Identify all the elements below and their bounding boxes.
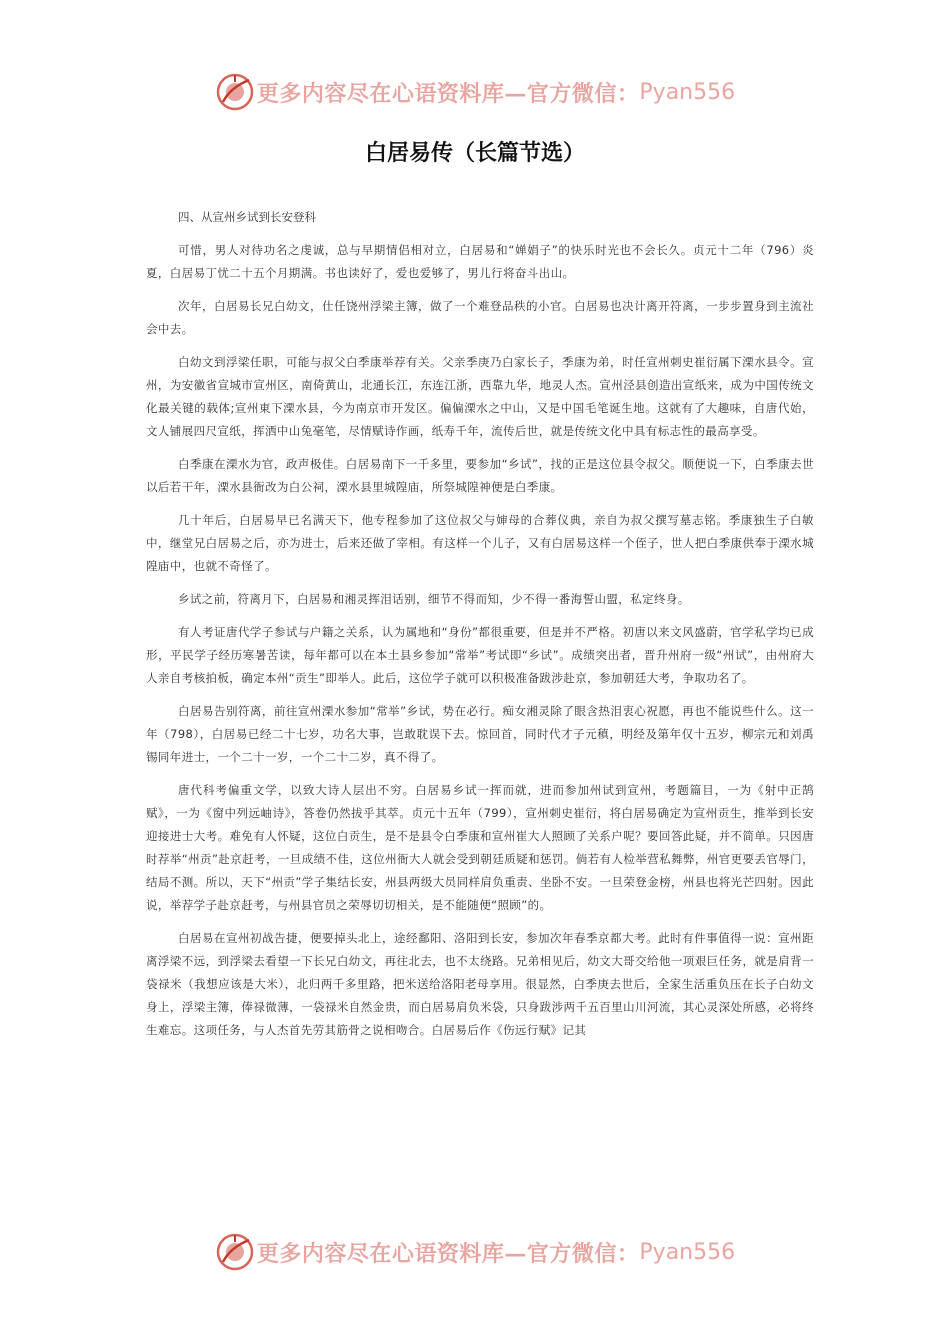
document-title: 白居易传（长篇节选） [364, 141, 585, 166]
paragraph-10: 白居易在宣州初战告捷，便要掉头北上，途经鄱阳、洛阳到长安，参加次年春季京都大考。此时有件事值得一说：宣州距离浮梁不远，到浮梁去看望一下长兄白幼文，再往北去，也不太绕路。兄弟相见后，幼文大哥交给他一项艰巨任务，就是肩背一袋禄米（我想应该是大米），北归两千多里路，把米送给洛阳老母享用。很显然，白季庚去世后，全家生活重负压在长子白幼文身上，浮梁主簿，俸禄微薄，一袋禄米自然金贵，而白居易肩负米袋，只身跋涉两千五百里山川河流，其心灵深处所感，必将终生难忘。这项任务，与人杰首先劳其筋骨之说相吻合。白居易后作《伤远行赋》记其 [146, 931, 814, 1037]
paragraph-2: 次年，白居易长兄白幼文，仕任饶州浮梁主簿，做了一个难登品秩的小官。白居易也决计离开符离，一步步置身到主流社会中去。 [146, 299, 814, 336]
paragraph-8: 白居易告别符离，前往宣州溧水参加“常举”乡试，势在必行。痴女湘灵除了眼含热泪衷心祝愿，再也不能说些什么。这一年（798），白居易已经二十七岁，功名大事，岂敢耽误下去。惊回首，同时代才子元稹，明经及第年仅十五岁，柳宗元和刘禹锡同年进士，一个二十一岁，一个二十二岁，真不得了。 [146, 704, 814, 764]
banner-wechat-id: Pyan556 [639, 1239, 736, 1265]
footer-watermark-banner [0, 1230, 950, 1274]
paragraph-4: 白季康在溧水为官，政声极佳。白居易南下一千多里，要参加“乡试”，找的正是这位县令叔父。顺便说一下，白季康去世以后若干年，溧水县衙改为白公祠，溧水县里城隍庙，所祭城隍神便是白季康。 [146, 457, 814, 494]
paragraph-9: 唐代科考偏重文学，以致大诗人层出不穷。白居易乡试一挥而就，进而参加州试到宣州，考题篇目，一为《射中正鹄赋》，一为《窗中列远岫诗》，答卷仍然拔乎其萃。贞元十五年（799），宣州刺史崔衍，将白居易确定为宣州贡生，推举到长安迎接进士大考。难免有人怀疑，这位白贡生，是不是县令白季康和宣州崔大人照顾了关系户呢？要回答此疑，并不简单。只因唐时荐举“州贡”赴京赶考，一旦成绩不佳，这位州衙大人就会受到朝廷质疑和惩罚。倘若有人检举营私舞弊，州官更要丢官辱门，结局不测。所以，天下“州贡”学子集结长安，州县两级大员同样肩负重责、坐卧不安。一旦荣登金榜，州县也将光芒四射。因此说，举荐学子赴京赶考，与州县官员之荣辱切切相关，是不能随便“照顾”的。 [146, 783, 814, 912]
paragraph-6: 乡试之前，符离月下，白居易和湘灵挥泪话别，细节不得而知，少不得一番海誓山盟，私定终身。 [178, 592, 690, 606]
paragraph-1: 可惜，男人对待功名之虔诚，总与早期情侣相对立，白居易和“婵娟子”的快乐时光也不会长久。贞元十二年（796）炎夏，白居易丁忧二十五个月期满。书也读好了，爱也爱够了，男儿行将奋斗出山。 [146, 243, 814, 280]
brand-logo-icon [215, 1232, 255, 1272]
banner-text: 更多内容尽在心语资料库—官方微信： [256, 80, 640, 107]
brand-logo-icon [215, 72, 255, 112]
header-watermark-banner [0, 70, 950, 114]
document-body [146, 206, 814, 1052]
paragraph-3: 白幼文到浮梁任职，可能与叔父白季康举荐有关。父亲季庚乃白家长子，季康为弟，时任宣州刺史崔衍属下溧水县令。宣州，为安徽省宣城市宣州区，南倚黄山，北通长江，东连江浙，西靠九华，地灵人杰。宣州泾县创造出宣纸来，成为中国传统文化最关键的载体;宣州東下溧水县，今为南京市开发区。偏偏溧水之中山，又是中国毛笔诞生地。这就有了大趣味，自唐代始，文人铺展四尺宣纸，挥洒中山兔毫笔，尽情赋诗作画，纸寿千年，流传后世，就是传统文化中具有标志性的最高享受。 [146, 355, 814, 438]
paragraph-7: 有人考证唐代学子参试与户籍之关系，认为属地和“身份”都很重要，但是并不严格。初唐以来文风盛蔚，官学私学均已成形，平民学子经历寒暑苦读，每年都可以在本土县乡参加“常举”考试即“乡试”。成绩突出者，晋升州府一级“州试”，由州府大人亲自考核拍板，确定本州“贡生”即举人。此后，这位学子就可以积极准备跋涉赴京，参加朝廷大考，争取功名了。 [146, 625, 814, 685]
paragraph-5: 几十年后，白居易早已名满天下，他专程参加了这位叔父与婶母的合葬仪典，亲自为叔父撰写墓志铭。季康独生子白敏中，继堂兄白居易之后，亦为进士，后来还做了宰相。有这样一个儿子，又有白居易这样一个侄子，世人把白季康供奉于溧水城隍庙中，也就不奇怪了。 [146, 513, 814, 573]
banner-text: 更多内容尽在心语资料库—官方微信： [256, 1240, 640, 1267]
banner-wechat-id: Pyan556 [639, 79, 736, 105]
section-heading: 四、从宣州乡试到长安登科 [178, 210, 316, 224]
